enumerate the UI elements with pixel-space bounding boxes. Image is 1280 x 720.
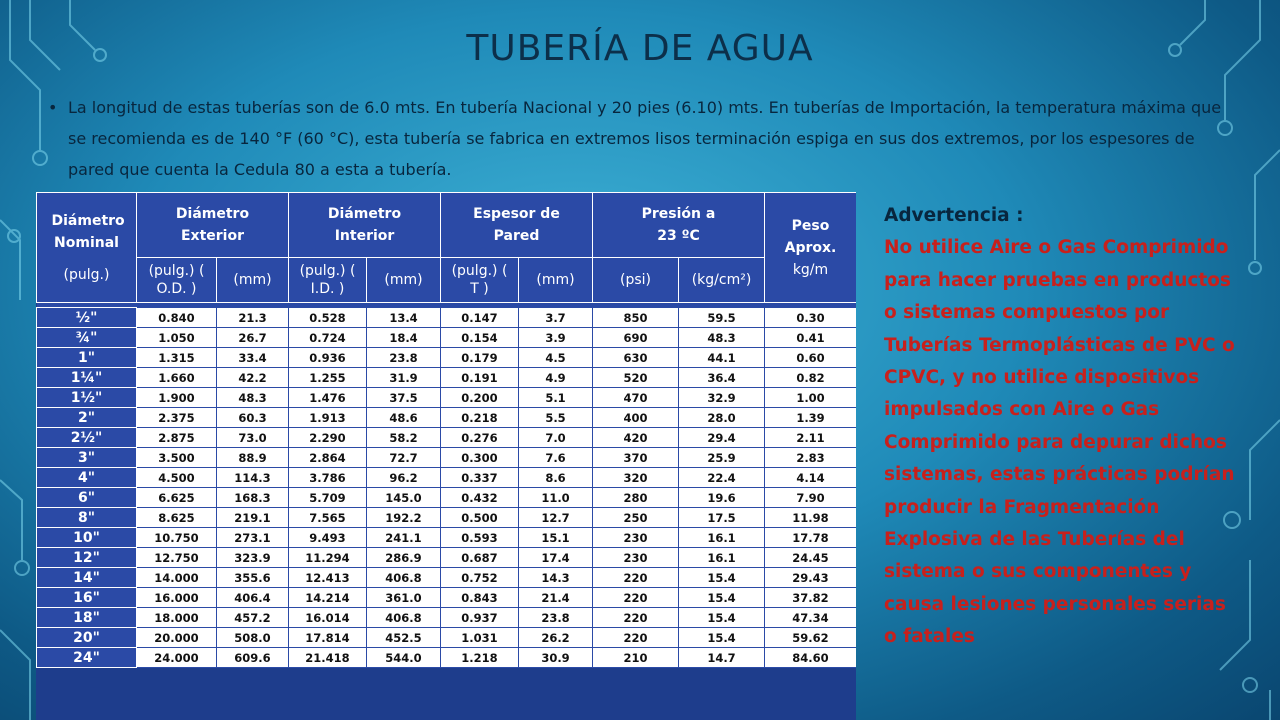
cell-esp-pulg: 1.031: [441, 628, 519, 648]
cell-int-mm: 544.0: [367, 648, 441, 668]
cell-ext-pulg: 4.500: [137, 468, 217, 488]
intro-text: La longitud de estas tuberías son de 6.0 mts. En tubería Nacional y 20 pies (6.10) mts. En tuberías de Importación, la temperatura máxima que se recomienda es de 140 °F (60 °C), esta tubería se fabrica en extremos lisos terminación espiga en sus dos extremos, por los espesores de pared que cuenta la Cedula 80 a esta a tubería.: [68, 98, 1222, 179]
cell-pres-psi: 420: [593, 428, 679, 448]
cell-esp-mm: 4.5: [519, 348, 593, 368]
table-row: [37, 548, 857, 568]
cell-esp-pulg: 0.593: [441, 528, 519, 548]
cell-pres-psi: 520: [593, 368, 679, 388]
header-int-pulg: [289, 258, 367, 303]
cell-ext-pulg: 0.840: [137, 308, 217, 328]
table-row: [37, 528, 857, 548]
cell-int-mm: 452.5: [367, 628, 441, 648]
cell-int-pulg: 5.709: [289, 488, 367, 508]
cell-pres-psi: 320: [593, 468, 679, 488]
cell-int-mm: 18.4: [367, 328, 441, 348]
cell-nominal: 6": [37, 488, 137, 508]
cell-int-mm: 145.0: [367, 488, 441, 508]
cell-int-mm: 13.4: [367, 308, 441, 328]
cell-nominal: 16": [37, 588, 137, 608]
header-esp-mm: (mm): [519, 258, 593, 303]
pipe-spec-table: [36, 192, 856, 668]
cell-ext-pulg: 18.000: [137, 608, 217, 628]
header-int-mm: (mm): [367, 258, 441, 303]
cell-int-pulg: 2.290: [289, 428, 367, 448]
header-nominal-label: Diámetro Nominal: [51, 212, 125, 251]
cell-esp-pulg: 0.276: [441, 428, 519, 448]
cell-nominal: 1": [37, 348, 137, 368]
cell-ext-pulg: 3.500: [137, 448, 217, 468]
cell-int-pulg: 12.413: [289, 568, 367, 588]
cell-esp-pulg: 0.432: [441, 488, 519, 508]
cell-ext-pulg: 6.625: [137, 488, 217, 508]
cell-int-mm: 361.0: [367, 588, 441, 608]
cell-ext-mm: 168.3: [217, 488, 289, 508]
table-row: [37, 368, 857, 388]
cell-pres-psi: 400: [593, 408, 679, 428]
cell-esp-pulg: 0.843: [441, 588, 519, 608]
cell-pres-psi: 230: [593, 548, 679, 568]
cell-int-pulg: 0.724: [289, 328, 367, 348]
header-interior-label: Diámetro Interior: [327, 206, 402, 244]
cell-nominal: ¾": [37, 328, 137, 348]
cell-esp-pulg: 0.937: [441, 608, 519, 628]
header-ext-pulg-label: (pulg.) ( O.D. ): [148, 263, 205, 297]
cell-ext-mm: 273.1: [217, 528, 289, 548]
cell-esp-mm: 4.9: [519, 368, 593, 388]
cell-int-mm: 96.2: [367, 468, 441, 488]
cell-nominal: ½": [37, 308, 137, 328]
header-exterior-label: Diámetro Exterior: [175, 206, 250, 244]
cell-pres-kg: 36.4: [679, 368, 765, 388]
cell-esp-mm: 14.3: [519, 568, 593, 588]
table-row: [37, 648, 857, 668]
cell-ext-pulg: 1.050: [137, 328, 217, 348]
cell-esp-pulg: 0.179: [441, 348, 519, 368]
cell-int-mm: 31.9: [367, 368, 441, 388]
cell-int-mm: 23.8: [367, 348, 441, 368]
cell-ext-pulg: 1.315: [137, 348, 217, 368]
cell-nominal: 20": [37, 628, 137, 648]
header-nominal-unit: (pulg.): [63, 266, 110, 283]
cell-int-mm: 406.8: [367, 568, 441, 588]
cell-pres-kg: 25.9: [679, 448, 765, 468]
header-peso-unit: kg/m: [792, 261, 829, 278]
cell-pres-psi: 280: [593, 488, 679, 508]
cell-pres-psi: 220: [593, 608, 679, 628]
cell-ext-mm: 60.3: [217, 408, 289, 428]
header-nominal: [37, 193, 137, 303]
cell-pres-kg: 48.3: [679, 328, 765, 348]
table-row: [37, 328, 857, 348]
cell-nominal: 24": [37, 648, 137, 668]
cell-int-mm: 192.2: [367, 508, 441, 528]
cell-esp-pulg: 0.300: [441, 448, 519, 468]
cell-esp-pulg: 0.147: [441, 308, 519, 328]
header-espesor: [441, 193, 593, 258]
cell-esp-mm: 12.7: [519, 508, 593, 528]
cell-esp-mm: 3.9: [519, 328, 593, 348]
table-row: [37, 588, 857, 608]
bullet-icon: •: [48, 98, 58, 117]
cell-esp-mm: 30.9: [519, 648, 593, 668]
cell-int-pulg: 17.814: [289, 628, 367, 648]
cell-esp-pulg: 1.218: [441, 648, 519, 668]
cell-ext-mm: 406.4: [217, 588, 289, 608]
cell-peso: 24.45: [765, 548, 857, 568]
cell-ext-pulg: 1.660: [137, 368, 217, 388]
cell-peso: 0.30: [765, 308, 857, 328]
cell-esp-mm: 21.4: [519, 588, 593, 608]
cell-esp-mm: 11.0: [519, 488, 593, 508]
cell-pres-kg: 19.6: [679, 488, 765, 508]
header-presion: [593, 193, 765, 258]
cell-esp-mm: 23.8: [519, 608, 593, 628]
cell-pres-kg: 15.4: [679, 588, 765, 608]
cell-int-pulg: 0.528: [289, 308, 367, 328]
cell-pres-psi: 210: [593, 648, 679, 668]
pipe-spec-body: [37, 308, 857, 668]
cell-peso: 37.82: [765, 588, 857, 608]
header-ext-pulg: [137, 258, 217, 303]
cell-nominal: 10": [37, 528, 137, 548]
table-row: [37, 628, 857, 648]
cell-nominal: 1¼": [37, 368, 137, 388]
cell-pres-kg: 32.9: [679, 388, 765, 408]
cell-esp-pulg: 0.200: [441, 388, 519, 408]
cell-int-pulg: 2.864: [289, 448, 367, 468]
cell-esp-mm: 7.0: [519, 428, 593, 448]
cell-peso: 1.00: [765, 388, 857, 408]
cell-peso: 2.83: [765, 448, 857, 468]
cell-esp-mm: 15.1: [519, 528, 593, 548]
cell-pres-psi: 220: [593, 568, 679, 588]
header-presion-label: Presión a 23 ºC: [641, 206, 716, 244]
cell-peso: 17.78: [765, 528, 857, 548]
cell-int-mm: 48.6: [367, 408, 441, 428]
cell-peso: 0.82: [765, 368, 857, 388]
cell-esp-pulg: 0.752: [441, 568, 519, 588]
cell-int-pulg: 14.214: [289, 588, 367, 608]
table-row: [37, 488, 857, 508]
header-pres-kg: (kg/cm²): [679, 258, 765, 303]
cell-nominal: 3": [37, 448, 137, 468]
header-int-pulg-label: (pulg.) ( I.D. ): [299, 263, 356, 297]
cell-peso: 1.39: [765, 408, 857, 428]
cell-peso: 29.43: [765, 568, 857, 588]
cell-int-mm: 406.8: [367, 608, 441, 628]
cell-ext-mm: 508.0: [217, 628, 289, 648]
cell-nominal: 8": [37, 508, 137, 528]
cell-pres-psi: 220: [593, 628, 679, 648]
table-row: [37, 428, 857, 448]
table-row: [37, 388, 857, 408]
cell-int-pulg: 21.418: [289, 648, 367, 668]
cell-pres-psi: 470: [593, 388, 679, 408]
pipe-spec-table-container: [36, 192, 856, 720]
slide-title: TUBERÍA DE AGUA: [466, 28, 814, 69]
header-peso-label: Peso Aprox.: [784, 217, 837, 256]
cell-pres-kg: 16.1: [679, 548, 765, 568]
table-row: [37, 408, 857, 428]
cell-peso: 47.34: [765, 608, 857, 628]
cell-nominal: 2½": [37, 428, 137, 448]
cell-esp-pulg: 0.337: [441, 468, 519, 488]
cell-ext-mm: 42.2: [217, 368, 289, 388]
table-row: [37, 468, 857, 488]
cell-int-pulg: 3.786: [289, 468, 367, 488]
cell-int-mm: 286.9: [367, 548, 441, 568]
cell-esp-pulg: 0.154: [441, 328, 519, 348]
cell-pres-kg: 44.1: [679, 348, 765, 368]
cell-peso: 7.90: [765, 488, 857, 508]
cell-peso: 11.98: [765, 508, 857, 528]
header-exterior: [137, 193, 289, 258]
cell-nominal: 4": [37, 468, 137, 488]
cell-esp-pulg: 0.500: [441, 508, 519, 528]
intro-paragraph: [48, 92, 1233, 185]
cell-int-pulg: 7.565: [289, 508, 367, 528]
warning-title: Advertencia :: [884, 205, 1024, 226]
cell-esp-pulg: 0.687: [441, 548, 519, 568]
cell-ext-mm: 73.0: [217, 428, 289, 448]
cell-ext-pulg: 14.000: [137, 568, 217, 588]
warning-text: No utilice Aire o Gas Comprimido para hacer pruebas en productos o sistemas compuestos por Tuberías Termoplásticas de PVC o CPVC, y no utilice dispositivos impulsados con Aire o Gas Comprimido para depurar dichos sistemas, estas prácticas podrían producir la Fragmentación Explosiva de las Tuberías del sistema o sus componentes y causa lesiones personales serias o fatales: [884, 237, 1235, 648]
cell-ext-mm: 21.3: [217, 308, 289, 328]
warning-box: [884, 200, 1244, 654]
cell-esp-pulg: 0.191: [441, 368, 519, 388]
cell-pres-psi: 220: [593, 588, 679, 608]
cell-esp-mm: 7.6: [519, 448, 593, 468]
cell-pres-kg: 15.4: [679, 568, 765, 588]
header-ext-mm: (mm): [217, 258, 289, 303]
cell-int-mm: 58.2: [367, 428, 441, 448]
header-pres-psi: (psi): [593, 258, 679, 303]
cell-pres-psi: 250: [593, 508, 679, 528]
cell-nominal: 2": [37, 408, 137, 428]
cell-ext-mm: 323.9: [217, 548, 289, 568]
cell-ext-pulg: 12.750: [137, 548, 217, 568]
table-row: [37, 508, 857, 528]
cell-esp-mm: 5.5: [519, 408, 593, 428]
cell-int-pulg: 1.255: [289, 368, 367, 388]
cell-ext-mm: 219.1: [217, 508, 289, 528]
cell-pres-kg: 17.5: [679, 508, 765, 528]
cell-nominal: 12": [37, 548, 137, 568]
cell-ext-mm: 88.9: [217, 448, 289, 468]
cell-ext-pulg: 2.375: [137, 408, 217, 428]
cell-ext-mm: 114.3: [217, 468, 289, 488]
cell-int-pulg: 0.936: [289, 348, 367, 368]
header-interior: [289, 193, 441, 258]
cell-ext-mm: 48.3: [217, 388, 289, 408]
cell-pres-psi: 370: [593, 448, 679, 468]
cell-esp-mm: 17.4: [519, 548, 593, 568]
cell-int-pulg: 11.294: [289, 548, 367, 568]
cell-peso: 0.60: [765, 348, 857, 368]
cell-pres-kg: 29.4: [679, 428, 765, 448]
cell-ext-mm: 457.2: [217, 608, 289, 628]
cell-esp-mm: 3.7: [519, 308, 593, 328]
cell-int-pulg: 9.493: [289, 528, 367, 548]
header-esp-pulg-label: (pulg.) ( T ): [451, 263, 508, 297]
cell-pres-kg: 22.4: [679, 468, 765, 488]
cell-esp-mm: 8.6: [519, 468, 593, 488]
cell-peso: 2.11: [765, 428, 857, 448]
table-row: [37, 448, 857, 468]
cell-esp-mm: 5.1: [519, 388, 593, 408]
cell-ext-mm: 355.6: [217, 568, 289, 588]
cell-ext-pulg: 10.750: [137, 528, 217, 548]
cell-pres-kg: 28.0: [679, 408, 765, 428]
cell-ext-pulg: 16.000: [137, 588, 217, 608]
table-row: [37, 568, 857, 588]
cell-pres-psi: 230: [593, 528, 679, 548]
cell-ext-mm: 609.6: [217, 648, 289, 668]
cell-int-pulg: 1.913: [289, 408, 367, 428]
header-esp-pulg: [441, 258, 519, 303]
cell-int-mm: 37.5: [367, 388, 441, 408]
cell-ext-pulg: 1.900: [137, 388, 217, 408]
cell-peso: 0.41: [765, 328, 857, 348]
cell-nominal: 18": [37, 608, 137, 628]
cell-ext-pulg: 20.000: [137, 628, 217, 648]
cell-pres-psi: 630: [593, 348, 679, 368]
cell-pres-kg: 15.4: [679, 628, 765, 648]
cell-esp-pulg: 0.218: [441, 408, 519, 428]
cell-ext-pulg: 8.625: [137, 508, 217, 528]
cell-pres-psi: 690: [593, 328, 679, 348]
cell-int-pulg: 1.476: [289, 388, 367, 408]
cell-int-pulg: 16.014: [289, 608, 367, 628]
cell-ext-pulg: 2.875: [137, 428, 217, 448]
cell-ext-mm: 26.7: [217, 328, 289, 348]
table-row: [37, 308, 857, 328]
cell-pres-kg: 15.4: [679, 608, 765, 628]
cell-peso: 59.62: [765, 628, 857, 648]
cell-ext-mm: 33.4: [217, 348, 289, 368]
cell-nominal: 1½": [37, 388, 137, 408]
header-espesor-label: Espesor de Pared: [473, 206, 560, 244]
cell-ext-pulg: 24.000: [137, 648, 217, 668]
cell-pres-kg: 14.7: [679, 648, 765, 668]
cell-int-mm: 241.1: [367, 528, 441, 548]
cell-int-mm: 72.7: [367, 448, 441, 468]
cell-pres-kg: 59.5: [679, 308, 765, 328]
table-row: [37, 608, 857, 628]
cell-peso: 4.14: [765, 468, 857, 488]
table-row: [37, 348, 857, 368]
cell-pres-psi: 850: [593, 308, 679, 328]
cell-nominal: 14": [37, 568, 137, 588]
cell-esp-mm: 26.2: [519, 628, 593, 648]
cell-peso: 84.60: [765, 648, 857, 668]
header-peso: [765, 193, 857, 303]
cell-pres-kg: 16.1: [679, 528, 765, 548]
